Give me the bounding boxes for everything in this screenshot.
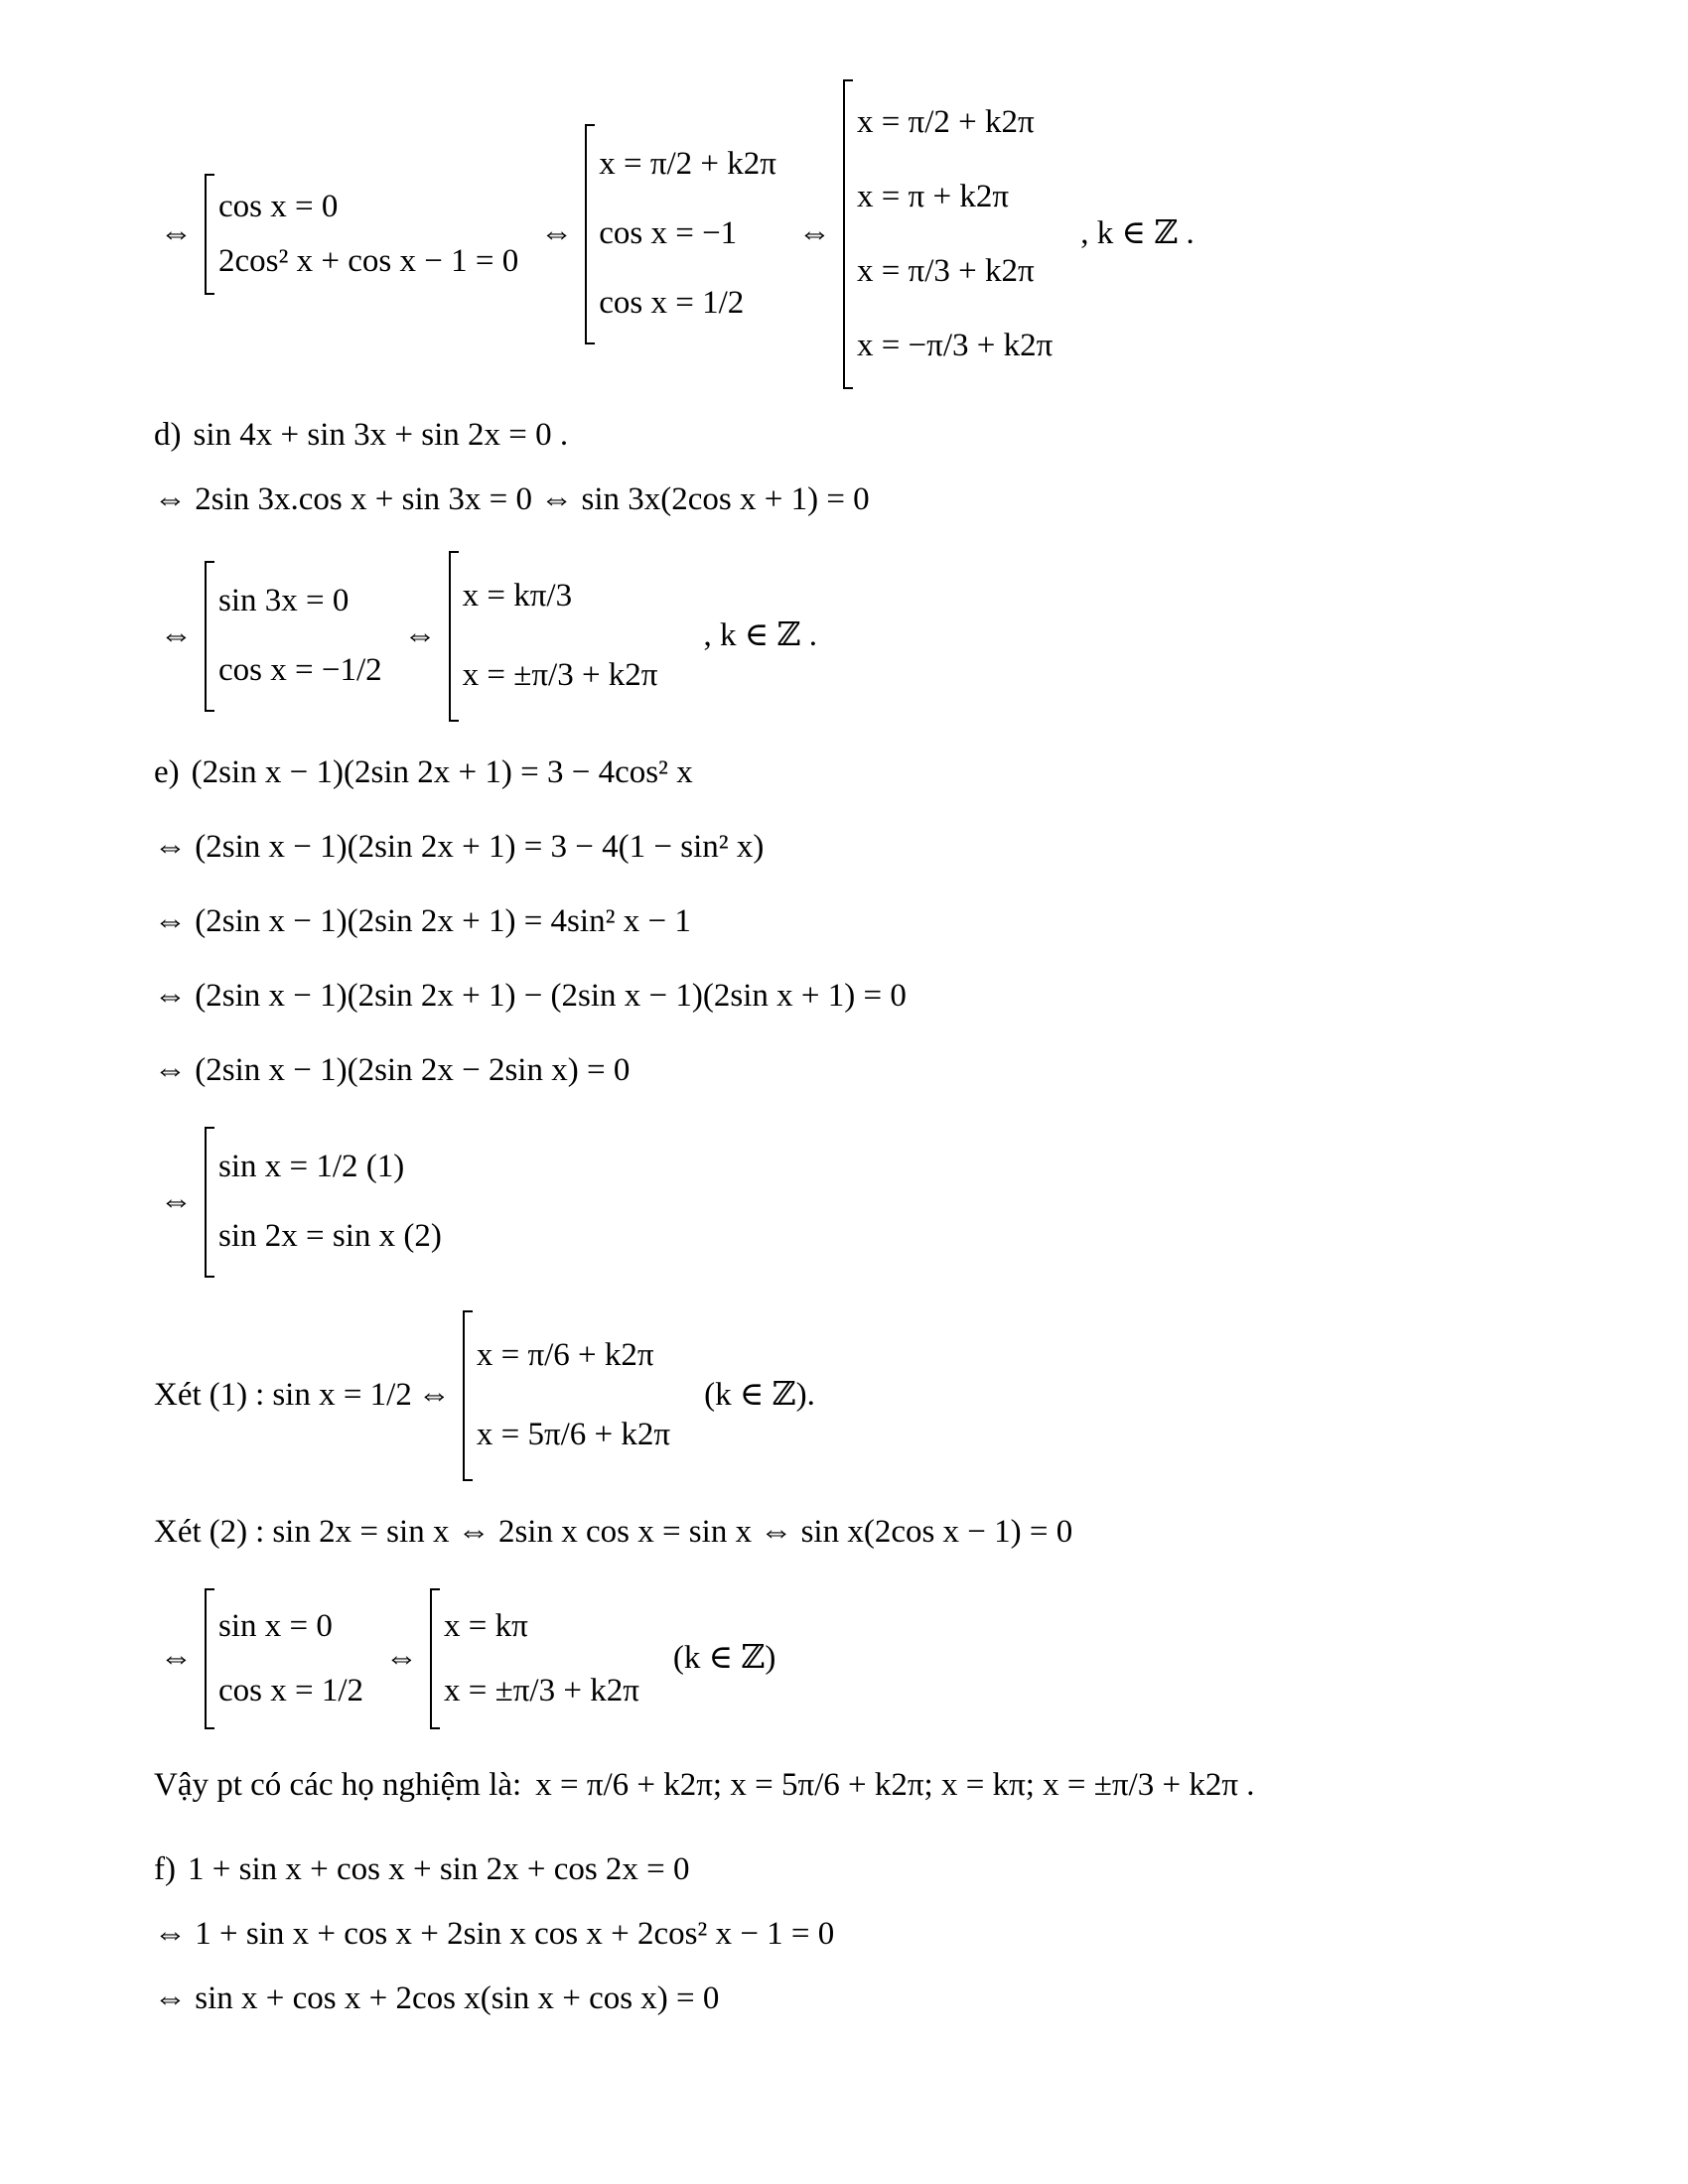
equation: (2sin x − 1)(2sin 2x + 1) = 3 − 4cos² x (191, 754, 693, 790)
colon: : (255, 1377, 265, 1414)
equation: ⇔ 2sin 3x.cos x + sin 3x = 0 ⇔ sin 3x(2cos x + 1) = 0 (154, 481, 870, 517)
colon: : (255, 1514, 265, 1550)
xet-2-systems (154, 1588, 775, 1729)
sys-line: x = −π/3 + k2π (856, 327, 1054, 363)
conclusion-label: Vậy pt có các họ nghiệm là: (154, 1767, 522, 1803)
equiv-symbol: ⇔ (403, 617, 437, 654)
sys-line: sin 3x = 0 (218, 583, 350, 619)
equation: sin 2x = sin x ⇔ 2sin x cos x = sin x ⇔ sin x(2cos x − 1) = 0 (272, 1514, 1073, 1550)
sys-line: sin 2x = sin x (2) (218, 1218, 442, 1255)
sys-line: cos x = 0 (218, 188, 339, 224)
equiv-symbol: ⇔ (160, 215, 193, 252)
equation: ⇔ (2sin x − 1)(2sin 2x − 2sin x) = 0 (154, 1052, 631, 1088)
sys-line: x = kπ/3 (462, 578, 573, 614)
part-e-step (154, 903, 691, 941)
sys-line: x = kπ (444, 1607, 528, 1644)
equation: ⇔ (2sin x − 1)(2sin 2x + 1) = 3 − 4(1 − sin² x) (154, 829, 765, 865)
part-label: e) (154, 754, 180, 790)
xet-2 (154, 1514, 1072, 1552)
part-d-statement (154, 417, 568, 455)
equiv-symbol: ⇔ (540, 215, 574, 252)
system-xet1 (463, 1310, 680, 1481)
part-f-step (154, 1916, 834, 1954)
set-note: , k ∈ ℤ . (1080, 215, 1195, 252)
part-e-step (154, 829, 764, 867)
equiv-symbol: ⇔ (160, 617, 193, 654)
sys-line: sin x = 0 (218, 1607, 333, 1644)
system-c1 (205, 174, 528, 295)
part-e-step (154, 978, 907, 1016)
part-label: d) (154, 417, 182, 453)
part-f-step (154, 1980, 719, 2018)
system-c3 (843, 79, 1062, 389)
sys-line: x = π/2 + k2π (599, 146, 776, 183)
conclusion (154, 1767, 1254, 1805)
sys-line: x = π + k2π (856, 178, 1009, 214)
case-number: (2) (209, 1514, 248, 1550)
set-note: , k ∈ ℤ . (703, 617, 817, 654)
xet-label: Xét (154, 1514, 202, 1550)
equation: sin 4x + sin 3x + sin 2x = 0 . (193, 417, 569, 453)
block-c-equivalence (154, 79, 1195, 389)
part-label: f) (154, 1851, 176, 1887)
system-xet2-b (430, 1588, 649, 1729)
equiv-symbol: ⇔ (417, 1377, 451, 1414)
equation: ⇔ sin x + cos x + 2cos x(sin x + cos x) = 0 (154, 1980, 720, 2016)
set-note: (k ∈ ℤ) (672, 1640, 776, 1677)
part-e-statement (154, 754, 693, 792)
part-d-step (154, 481, 870, 519)
part-e-system (154, 1127, 458, 1278)
system-e (205, 1127, 452, 1278)
sys-line: cos x = 1/2 (218, 1672, 364, 1708)
system-d1 (205, 561, 392, 712)
equiv-symbol: ⇔ (160, 1183, 193, 1220)
equation: x = π/6 + k2π; x = 5π/6 + k2π; x = kπ; x = ±π/3 + k2π . (535, 1767, 1255, 1803)
equation: ⇔ 1 + sin x + cos x + 2sin x cos x + 2cos² x − 1 = 0 (154, 1916, 835, 1952)
equation: ⇔ (2sin x − 1)(2sin 2x + 1) = 4sin² x − 1 (154, 903, 691, 939)
xet-label: Xét (154, 1377, 202, 1414)
part-f-statement (154, 1851, 690, 1889)
sys-line: cos x = 1/2 (599, 285, 745, 322)
sys-line: x = π/6 + k2π (476, 1337, 654, 1374)
case-number: (1) (209, 1377, 248, 1414)
sys-line: x = 5π/6 + k2π (476, 1417, 671, 1453)
set-note: (k ∈ ℤ). (704, 1377, 815, 1414)
part-d-systems (154, 551, 817, 722)
sys-line: x = π/2 + k2π (856, 103, 1035, 140)
equation: sin x = 1/2 (272, 1377, 412, 1414)
sys-line: cos x = −1 (599, 215, 738, 252)
system-c2 (585, 124, 786, 344)
sys-line: sin x = 1/2 (1) (218, 1149, 405, 1185)
sys-line: cos x = −1/2 (218, 652, 382, 689)
equiv-symbol: ⇔ (385, 1640, 419, 1677)
equation: 1 + sin x + cos x + sin 2x + cos 2x = 0 (187, 1851, 690, 1887)
equiv-symbol: ⇔ (160, 1640, 193, 1677)
system-xet2-a (205, 1588, 373, 1729)
sys-line: 2cos² x + cos x − 1 = 0 (218, 242, 519, 279)
sys-line: x = ±π/3 + k2π (444, 1672, 639, 1708)
sys-line: x = ±π/3 + k2π (462, 657, 658, 694)
xet-1 (154, 1310, 815, 1481)
equiv-symbol: ⇔ (797, 215, 831, 252)
equation: ⇔ (2sin x − 1)(2sin 2x + 1) − (2sin x − 1)(2sin x + 1) = 0 (154, 978, 907, 1014)
sys-line: x = π/3 + k2π (856, 252, 1035, 289)
system-d2 (449, 551, 668, 722)
part-e-step (154, 1052, 630, 1090)
